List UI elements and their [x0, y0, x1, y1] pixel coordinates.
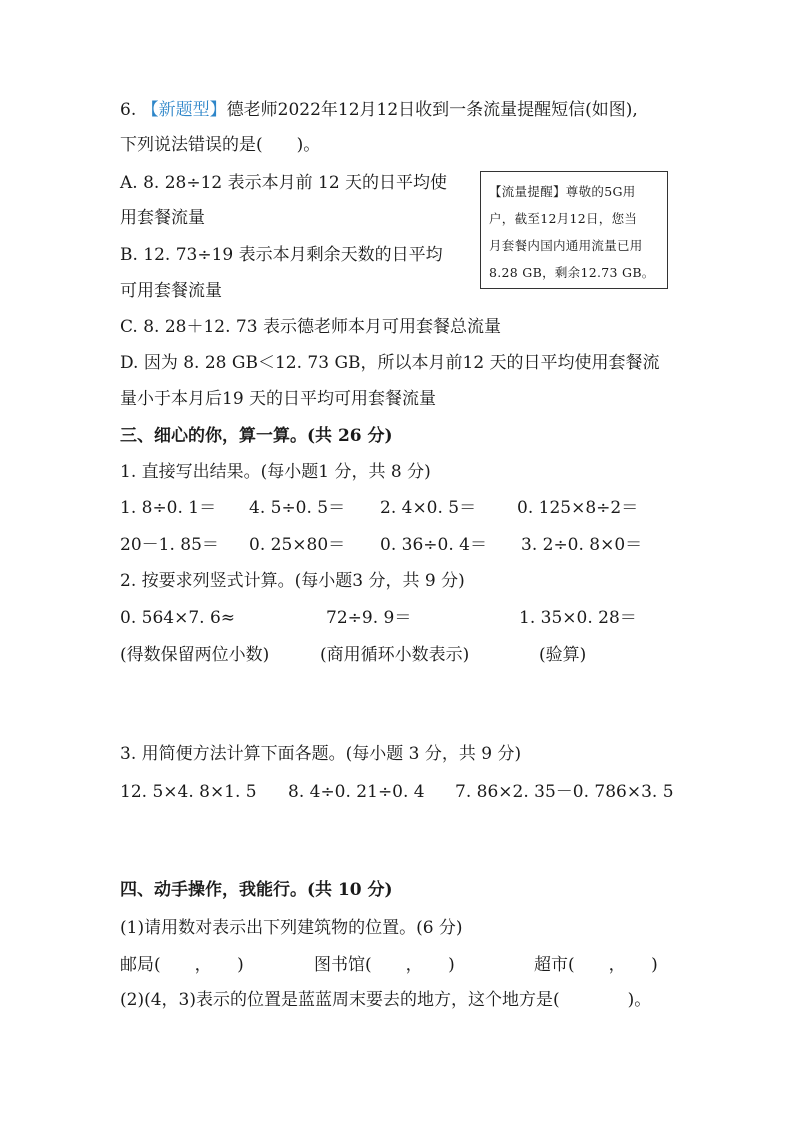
- vertical-problem: 1. 35×0. 28＝: [519, 608, 637, 628]
- option-c: C. 8. 28＋12. 73 表示德老师本月可用套餐总流量: [120, 317, 501, 337]
- notice-line: 8.28 GB，剩余12.73 GB。: [489, 265, 655, 280]
- part3-title: 3. 用简便方法计算下面各题。(每小题 3 分，共 9 分): [120, 744, 522, 764]
- vertical-note: (验算): [539, 645, 587, 665]
- oral-problem: 1. 8÷0. 1＝: [120, 498, 217, 518]
- q6-stem-line1: [120, 98, 638, 122]
- option-a-line2: 用套餐流量: [120, 208, 205, 228]
- q6-stem-text1: 德老师2022年12月12日收到一条流量提醒短信(如图),: [226, 100, 638, 120]
- simplify-problem: 7. 86×2. 35－0. 786×3. 5: [455, 782, 674, 802]
- simplify-problem: 8. 4÷0. 21÷0. 4: [288, 782, 425, 802]
- oral-problem: 0. 25×80＝: [249, 535, 346, 555]
- q6-number: 6.: [120, 100, 137, 120]
- vertical-note: (得数保留两位小数): [120, 645, 270, 665]
- place-supermarket: 超市( ， ): [534, 955, 658, 975]
- q6-tag: 【新题型】: [141, 100, 227, 120]
- notice-line: 户，截至12月12日，您当: [489, 211, 638, 226]
- sms-notice-box: [480, 171, 668, 289]
- oral-problem: 0. 36÷0. 4＝: [380, 535, 487, 555]
- option-b-line1: B. 12. 73÷19 表示本月剩余天数的日平均: [120, 245, 443, 265]
- section4-q2: (2)(4，3)表示的位置是蓝蓝周末要去的地方，这个地方是( )。: [120, 990, 652, 1010]
- section3-title: 三、细心的你，算一算。(共 26 分): [120, 426, 393, 446]
- q6-stem-line2: 下列说法错误的是( )。: [120, 135, 321, 155]
- oral-problem: 0. 125×8÷2＝: [517, 498, 639, 518]
- option-d-line2: 量小于本月后19 天的日平均可用套餐流量: [120, 389, 437, 409]
- notice-line: 【流量提醒】尊敬的5G用: [489, 184, 636, 199]
- oral-problem: 4. 5÷0. 5＝: [249, 498, 346, 518]
- option-b-line2: 可用套餐流量: [120, 281, 222, 301]
- part1-title: 1. 直接写出结果。(每小题1 分，共 8 分): [120, 462, 431, 482]
- place-post-office: 邮局( ， ): [120, 955, 244, 975]
- section4-title: 四、动手操作，我能行。(共 10 分): [120, 880, 393, 900]
- simplify-problem: 12. 5×4. 8×1. 5: [120, 782, 257, 802]
- place-library: 图书馆( ， ): [314, 955, 455, 975]
- notice-line: 月套餐内国内通用流量已用: [489, 238, 643, 253]
- vertical-problem: 0. 564×7. 6≈: [120, 608, 235, 628]
- option-a-line1: A. 8. 28÷12 表示本月前 12 天的日平均使: [120, 173, 448, 193]
- part2-title: 2. 按要求列竖式计算。(每小题3 分，共 9 分): [120, 571, 465, 591]
- oral-problem: 3. 2÷0. 8×0＝: [521, 535, 643, 555]
- vertical-note: (商用循环小数表示): [320, 645, 470, 665]
- oral-problem: 2. 4×0. 5＝: [380, 498, 477, 518]
- vertical-problem: 72÷9. 9＝: [326, 608, 412, 628]
- section4-q1: (1)请用数对表示出下列建筑物的位置。(6 分): [120, 918, 463, 938]
- oral-problem: 20－1. 85＝: [120, 535, 219, 555]
- option-d-line1: D. 因为 8. 28 GB＜12. 73 GB，所以本月前12 天的日平均使用套餐流: [120, 353, 660, 373]
